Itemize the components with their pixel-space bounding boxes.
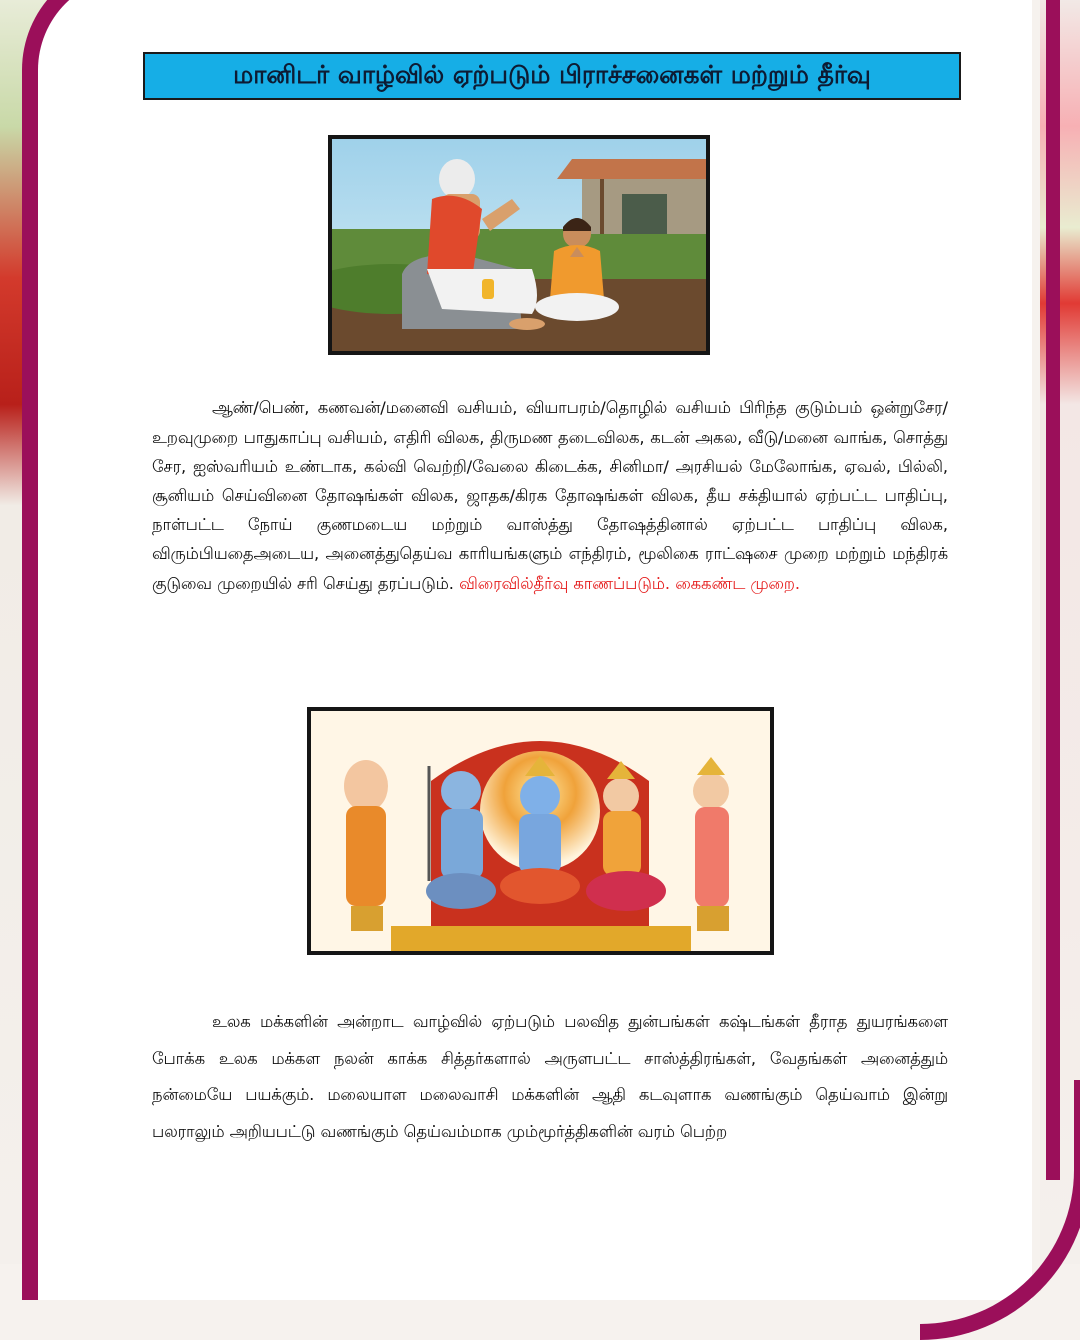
- sage-disciple-image: [332, 139, 706, 351]
- deities-image: [311, 711, 770, 951]
- page-title: மானிடர் வாழ்வில் ஏற்படும் பிராச்சனைகள் மற்றும் தீர்வு: [233, 59, 871, 89]
- paragraph-remedies-highlight: விரைவில்தீர்வு காணப்படும். கைகண்ட முறை.: [459, 573, 801, 593]
- paragraph-remedies: [152, 393, 948, 597]
- paragraph-remedies-text: ஆண்/பெண், கணவன்/மனைவி வசியம், வியாபரம்/தொழில் வசியம் பிரிந்த குடும்பம் ஒன்றுசேர/ உறவுமுறை பாதுகாப்பு வசியம், எதிரி விலக, திருமண தடைவிலக, கடன் அகல, வீடு/மனை வாங்க, சொத்து சேர, ஐஸ்வரியம் உண்டாக, கல்வி வெற்றி/வேலை கிடைக்க, சினிமா/ அரசியல் மேலோங்க, ஏவல், பில்லி, சூனியம் செய்வினை தோஷங்கள் விலக, ஜாதக/கிரக தோஷங்கள் விலக, தீய சக்தியால் ஏற்பட்ட பாதிப்பு, நாள்பட்ட நோய் குணமடைய மற்றும் வாஸ்த்து தோஷத்தினால் ஏற்பட்ட பாதிப்பு விலக, விரும்பியதைஅடைய, அனைத்துதெய்வ காரியங்களும் எந்திரம், மூலிகை ராட்ஷசை முறை மற்றும் மந்திரக் குடுவை முறையில் சரி செய்து தரப்படும்.: [152, 398, 948, 593]
- paragraph-siddhar: [152, 1004, 948, 1150]
- title-banner: [143, 52, 961, 100]
- sage-disciple-illustration: [328, 135, 710, 355]
- paragraph-siddhar-text: உலக மக்களின் அன்றாட வாழ்வில் ஏற்படும் பலவித துன்பங்கள் கஷ்டங்கள் தீராத துயரங்களை போக்க உலக மக்கள நலன் காக்க சித்தர்களால் அருளபட்ட சாஸ்த்திரங்கள், வேதங்கள் அனைத்தும் நன்மையே பயக்கும். மலையாள மலைவாசி மக்களின் ஆதி கடவுளாக வணங்கும் தெய்வாம் இன்று பலராலும் அறியபட்டு வணங்கும் தெய்வம்மாக மும்மூர்த்திகளின் வரம் பெற்ற: [152, 1012, 948, 1141]
- deities-illustration: [307, 707, 774, 955]
